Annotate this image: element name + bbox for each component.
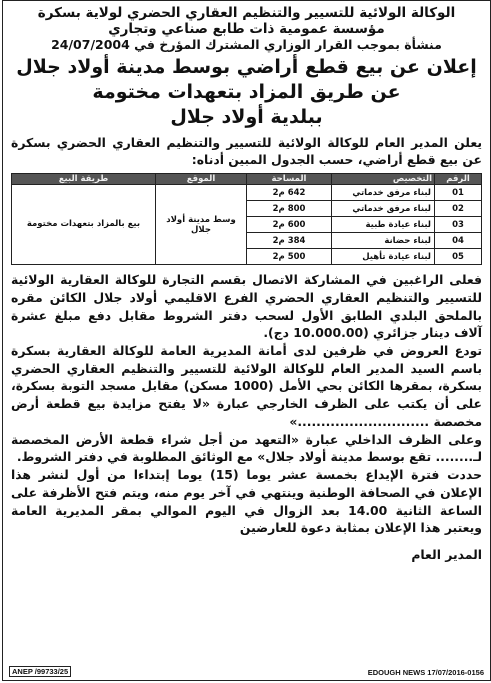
paragraph-inner-envelope: وعلى الظرف الداخلي عبارة «التعهد من أجل شراء قطعة الأرض المخصصة لـ........ تقع بوسط مدينة أولاد جلال» مع الوثائق المطلوبة في دفتر الشروط. [11,431,482,465]
lot-number: 04 [435,233,482,249]
lot-use: لبناء مرفق خدماتي [332,201,435,217]
lot-area: 800 م2 [247,201,332,217]
lot-number: 05 [435,249,482,265]
table-row [12,185,482,201]
lot-number: 02 [435,201,482,217]
lot-area: 600 م2 [247,217,332,233]
paragraph-submission: تودع العروض في ظرفين لدى أمانة المديرية العامة للوكالة العقارية بسكرة باسم السيد المدير العام للوكالة الولائية للتسيير والتنظيم العقاري الحضري بسكرة، بمقرها الكائن بحي الأمل (1000 مسكن) مقابل مسجد التوبة بسكرة، على أن يكتب على الظرف الخارجي عبارة «لا يفتح مزايدة بيع قطعة أرض مخصصة ............................» [11,342,483,429]
lot-number: 03 [435,217,482,233]
paragraph-contact: فعلى الراغبين في المشاركة الاتصال بقسم التجارة للوكالة العقارية الولائية للتسيير والتنظيم العقاري الحضري الفرع الاقليمي أولاد جلال الكائن مقره بالملحق البلدي الطابق الأول لسحب دفتر الشروط مقابل دفع مبلغ عشرة آلاف دينار جزائري (10.000.00 دج). [11,272,482,341]
intro-paragraph: يعلن المدير العام للوكالة الولائية للتسيير والتنظيم العقاري الحضري بسكرة عن بيع قطع أراضي، حسب الجدول المبين أدناه: [11,134,482,168]
newspaper-reference: EDOUGH NEWS 17/07/2016-0156 [367,668,484,677]
title-line-1: إعلان عن بيع قطع أراضي بوسط مدينة أولاد جلال [16,55,477,78]
col-location: الموقع [156,174,247,185]
agency-type: مؤسسة عمومية ذات طابع صناعي وتجاري [108,20,385,37]
lot-area: 500 م2 [247,249,332,265]
col-area: المساحة [247,174,332,185]
col-number: الرقم [435,174,482,185]
title-line-3: ببلدية أولاد جلال [170,105,323,128]
agency-decree: منشأة بموجب القرار الوزاري المشترك المؤرخ في 24/07/2004 [51,36,442,52]
lot-area: 642 م2 [247,185,332,201]
announcement-body [11,271,482,537]
sale-method: بيع بالمزاد بتعهدات مختومة [12,185,156,265]
col-use: التخصيص [332,174,435,185]
lot-use: لبناء مرفق خدماتي [332,185,435,201]
announcement-title [11,55,482,130]
lots-table [11,173,482,265]
lot-location: وسط مدينة أولاد جلال [156,185,247,265]
col-method: طريقة البيع [12,174,156,185]
lot-use: لبناء عيادة تأهيل [332,249,435,265]
lot-use: لبناء حضانة [332,233,435,249]
lot-use: لبناء عيادة طبية [332,217,435,233]
anep-reference: ANEP /99733/25 [9,666,71,677]
lot-number: 01 [435,185,482,201]
title-line-2: عن طريق المزاد بتعهدات مختومة [92,80,401,103]
agency-header [11,6,482,53]
agency-name: الوكالة الولائية للتسيير والتنظيم العقاري الحضري لولاية بسكرة [37,5,456,21]
paragraph-deadline: حددت فترة الإيداع بخمسة عشر يوما (15) يوما إبتداءا من أول لنشر هذا الإعلان في الصحافة الوطنية وينتهي في آخر يوم منه، ويتم فتح الأظرفة على الساعة الثانية 14.00 بعد الزوال في اليوم الموالي بمقر المديرية العامة ويعتبر هذا الإعلان بمثابة دعوة للعارضين [11,467,483,536]
lot-area: 384 م2 [247,233,332,249]
signature: المدير العام [411,547,482,563]
announcement-page [2,0,491,681]
table-header-row [12,174,482,185]
